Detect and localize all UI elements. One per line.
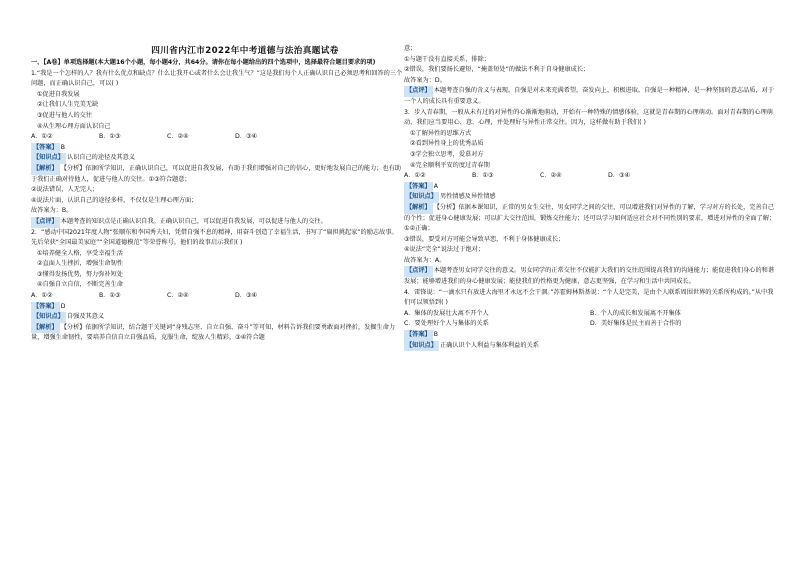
line-text: ②看到异性身上的优秀品质	[410, 140, 484, 148]
line-text: ③懂得发扬优势，努力弥补短处	[37, 270, 123, 278]
text-line	[31, 270, 403, 281]
section-tag: 【解析】	[31, 164, 60, 175]
labeled-line	[404, 330, 776, 341]
line-text: ②错误，我们要扬长避短，“掩盖短处”的做法不利于自身健康成长；	[404, 66, 590, 74]
line-text: 1.“我是一个怎样的人？我有什么优点和缺点？什么让我开心或者什么会让我生气？”这是我们每个人正确认识自己必须思考和回答的三个问题，而正确认识自己，可以( )	[31, 69, 403, 88]
line-text: 故答案为：D。	[404, 76, 446, 84]
line-text: ③学会独立思考，爱慕对方	[410, 150, 484, 158]
labeled-line	[31, 312, 403, 323]
text-line	[31, 228, 403, 249]
section-tag: 【知识点】	[31, 153, 66, 164]
labeled-line	[31, 217, 403, 228]
text-line	[31, 122, 403, 133]
answer-options	[31, 132, 403, 143]
line-text: ②让我们人生完美无缺	[37, 101, 99, 109]
text-line	[31, 100, 403, 111]
line-text: 故答案为：B。	[31, 207, 73, 215]
line-text: 3．步入青春期，一般从未有过的对异性的心渐渐地萌动，开始有一种特殊的情感体验，这就是青春期的心理萌动。面对青春期的心理萌动，我们应当要用心、意、心理，并处理好与异性正常交往。因为，这样做有助于我们( )	[404, 108, 773, 127]
line-text: 4．雷锋说：“一滴水只有放进大海里才永远不会干涸。”苏霍姆林斯基说：“个人是完美，是由个人联系周围世界的关系所构成的。”从中我们可以领悟到( )	[404, 288, 774, 307]
line-text: 意；	[404, 45, 417, 52]
section-tag: 【答案】	[31, 143, 60, 154]
section-tag: 【点评】	[31, 217, 60, 228]
right-column	[404, 44, 776, 351]
section-tag: 【答案】	[404, 330, 433, 341]
left-column-body	[31, 69, 403, 344]
right-column-body	[404, 44, 776, 351]
line-text: 正确认识个人利益与集体利益的关系	[439, 341, 539, 349]
text-line	[404, 161, 776, 172]
labeled-line	[31, 302, 403, 313]
answer-option: B．个人的成长和发展离不开集体	[590, 309, 681, 317]
answer-options	[404, 309, 776, 320]
section-tag: 【点评】	[404, 266, 433, 277]
line-text: D	[60, 302, 66, 310]
line-text: B	[433, 331, 438, 339]
line-text: B	[60, 143, 65, 151]
text-line	[404, 44, 776, 55]
answer-options	[404, 319, 776, 330]
labeled-line	[31, 153, 403, 164]
line-text: ③错误，要受对方可能会导致早恋，不利于身体健康成长；	[404, 235, 565, 243]
left-column	[31, 58, 403, 344]
text-line	[404, 108, 776, 129]
labeled-line	[31, 323, 403, 344]
answer-option: B．①③	[99, 292, 121, 300]
labeled-line	[31, 164, 403, 185]
line-text: ②直面人生挫折，增强生命韧性	[37, 260, 123, 268]
line-text: 认识自己的途径及其意义	[66, 154, 135, 162]
line-text: A	[433, 182, 438, 190]
labeled-line	[404, 341, 776, 352]
labeled-line	[404, 182, 776, 193]
answer-options	[31, 291, 403, 302]
text-line	[404, 256, 776, 267]
text-line	[31, 196, 403, 207]
answer-options	[404, 171, 776, 182]
labeled-line	[404, 86, 776, 107]
section-tag: 【点评】	[404, 86, 433, 97]
section-tag: 【知识点】	[404, 341, 439, 352]
answer-option: B．①③	[472, 172, 494, 180]
answer-option: D．③④	[608, 172, 631, 180]
section-tag: 【答案】	[404, 182, 433, 193]
labeled-line	[404, 192, 776, 203]
answer-option: A．集体的发展壮大离不开个人	[404, 309, 489, 317]
line-text: ②说法错误，人无完人；	[31, 186, 99, 194]
text-line	[31, 185, 403, 196]
line-text: 【分析】依据所学知识，结合题干关键词“身残志坚、自立自强、奋斗”等可知，材料告诉我们要勇敢面对挫折，发掘生命力量，增强生命韧性，要培养自信自立自强品质，克服生命，绽放人生精彩，③④符合题	[31, 323, 396, 342]
section-tag: 【解析】	[404, 203, 433, 214]
line-text: ①培养健全人格，享受幸福生活	[37, 249, 123, 257]
line-text: 故答案为：A。	[404, 256, 446, 264]
answer-option: B．①③	[99, 133, 121, 141]
answer-option: D．③④	[235, 292, 258, 300]
page-title: 四川省内江市2022年中考道德与法治真题试卷	[151, 46, 339, 56]
line-text: ③促进与他人的交往	[37, 111, 93, 119]
text-line	[31, 69, 403, 90]
labeled-line	[404, 266, 776, 287]
line-text: ④自强自立自信，不断完善生命	[37, 281, 123, 289]
text-line	[31, 206, 403, 217]
text-line	[31, 280, 403, 291]
text-line	[31, 259, 403, 270]
line-text: ④说法“完全”说法过于绝对；	[404, 246, 485, 254]
line-text: ④从生理心理方面认识自己	[37, 122, 111, 130]
line-text: ①与题干没有直接关系，排除；	[404, 55, 490, 63]
text-line	[404, 139, 776, 150]
text-line	[404, 129, 776, 140]
text-line	[404, 65, 776, 76]
answer-option: C．②④	[540, 172, 562, 180]
answer-option: C．②④	[167, 133, 189, 141]
section-tag: 【解析】	[31, 323, 60, 334]
line-text: 男性情感及异性情感	[439, 193, 496, 201]
text-line	[404, 76, 776, 87]
answer-option: D．美好集体是民主而善于合作的	[590, 320, 682, 328]
text-line	[404, 235, 776, 246]
line-text: ④说法片面，认识自己的途径多样，不仅仅是生理心理方面；	[31, 196, 198, 204]
answer-option: C．②④	[167, 292, 189, 300]
section-tag: 【知识点】	[31, 312, 66, 323]
labeled-line	[31, 143, 403, 154]
section-tag: 【答案】	[31, 302, 60, 313]
line-text: 2．“感动中国2021年度人物”张顺东和李国秀夫妇，凭借自强不息的精神，用奋斗创造了幸福生活，书写了“扁担挑起家”的励志故事。先后荣获“全国最美家庭”“全国道德模范”等荣誉称号。他们的故事启示我们( )	[31, 228, 398, 247]
section-tag: 【知识点】	[404, 192, 439, 203]
section-header: 一、【A卷】单项选择题(本大题16个小题，每小题4分，共64分。请你在每小题给出的四个选项中，选择最符合题目要求的项)	[31, 59, 376, 66]
line-text: ①了解异性的思维方式	[410, 129, 472, 137]
answer-option: A．①②	[404, 172, 426, 180]
answer-option: D．③④	[235, 133, 258, 141]
line-text: 本题考查男女同学交往的意义。男女同学的正常交往不仅能扩大我们的交往范围提高我们的沟通能力；能促进我们身心的和谐发展；能够增进我们的身心健康发展；能使我们的性格更为健康，意志更坚强，在学习和生活中共同成长。	[404, 267, 775, 286]
labeled-line	[404, 203, 776, 235]
text-line	[404, 245, 776, 256]
line-text: 本题考查自强的含义与表现。自强是对未来充满希望，奋发向上，积极进取。自强是一种精神，是一种坚韧的意志品质，对于一个人的成长具有重要意义。	[404, 87, 775, 105]
line-text: 【分析】依据本课知识，正常的男女生交往，男女同学之间的交往，可以增进我们对异性的了解，学习对方的长处，完善自己的个性；促进身心健康发展；可以扩大交往范围，锻炼交往能力；还可以学习如何适应社会对不同性别的要求，增进对异性的全面了解；①②正确；	[404, 203, 776, 233]
text-line	[404, 150, 776, 161]
text-line	[31, 90, 403, 101]
text-line	[31, 111, 403, 122]
answer-option: A．①②	[31, 133, 53, 141]
line-text: 【分析】依据所学知识，正确认识自己，可以促进自我发展，有助于我们增强对自己的信心，更好地发展自己的能力；也有助于我们正确对待他人，促进与他人的交往。①③符合题意；	[31, 164, 402, 183]
line-text: ④完全顺利平安的度过青春期	[410, 161, 490, 169]
text-line	[404, 288, 776, 309]
line-text: 本题考查的知识点是正确认识自我。正确认识自己，可以促进自我发展，可以促进与他人的交往。	[60, 217, 327, 225]
line-text: 自强及其意义	[66, 313, 105, 321]
text-line	[31, 249, 403, 260]
answer-option: A．①②	[31, 292, 53, 300]
answer-option: C．要处理好个人与集体的关系	[404, 320, 489, 328]
line-text: ①促进自我发展	[37, 90, 80, 98]
text-line	[404, 55, 776, 66]
